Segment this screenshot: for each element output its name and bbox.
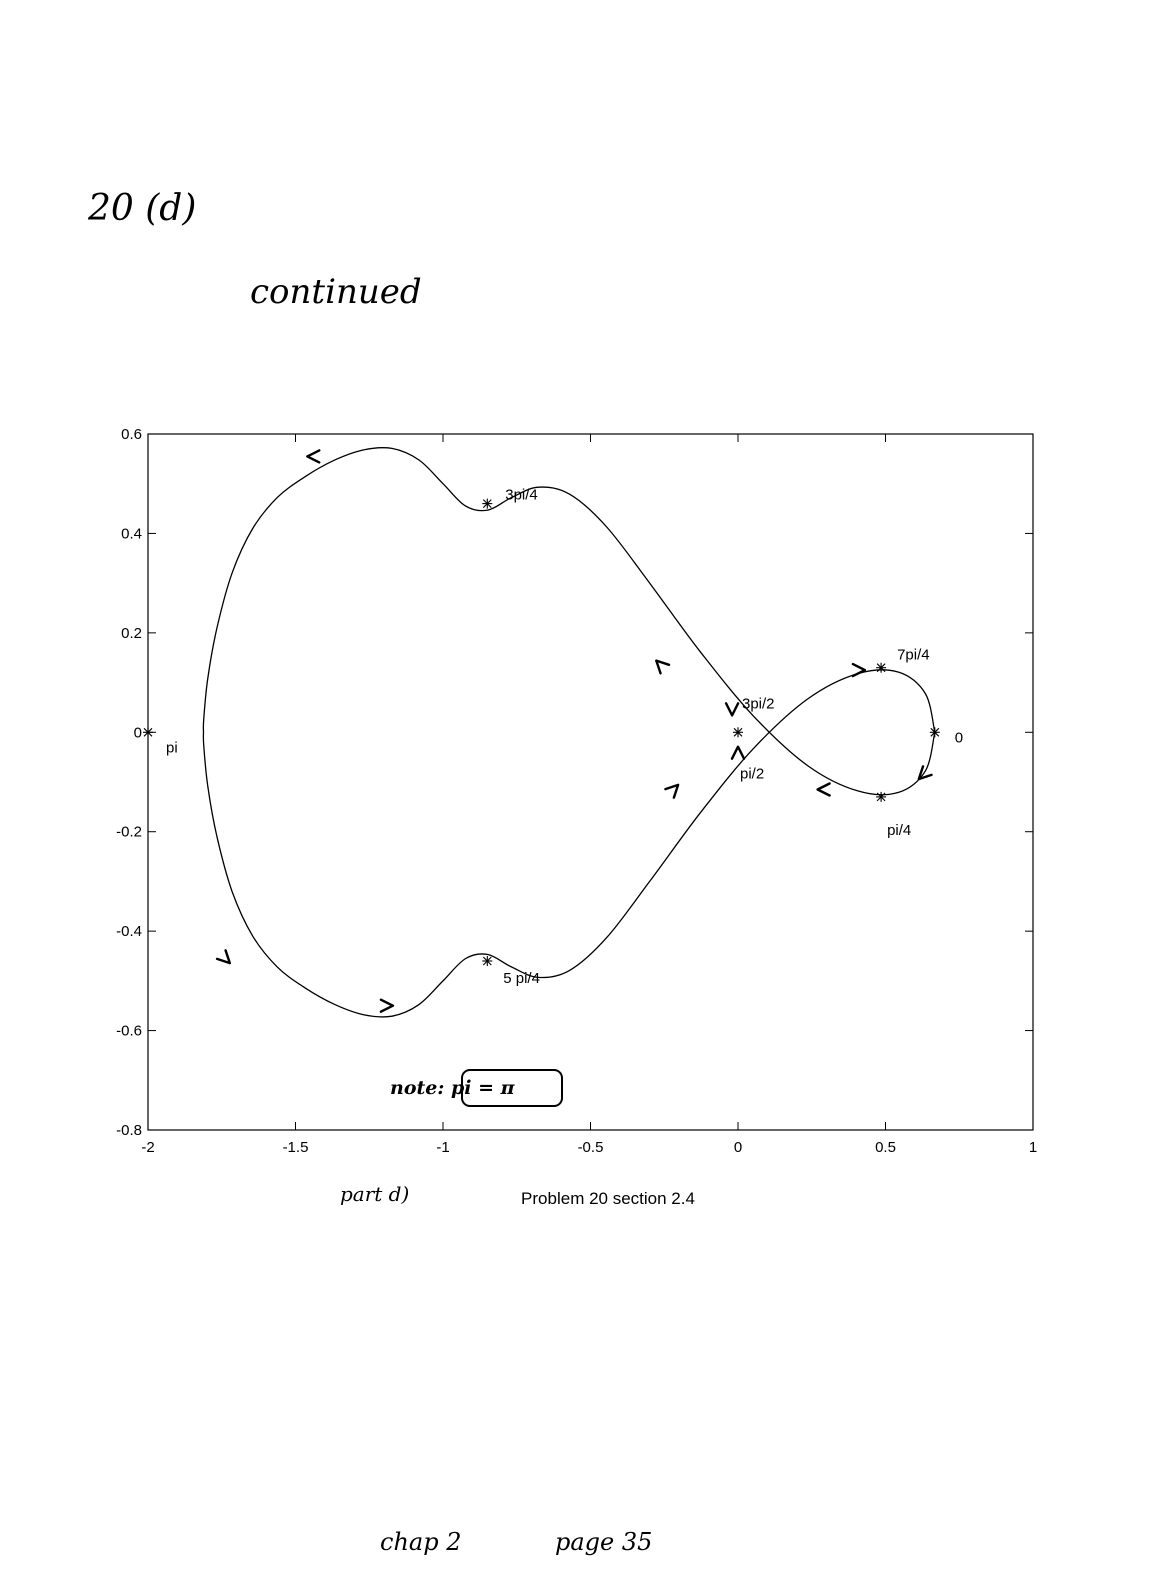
y-tick-label: 0: [133, 724, 142, 742]
direction-arrow: [381, 1000, 393, 1012]
marker-label: pi/4: [887, 821, 912, 839]
direction-arrow: [652, 656, 669, 673]
x-tick-label: 0: [733, 1139, 743, 1156]
direction-arrow: [818, 784, 830, 796]
marker-label: 5 pi/4: [503, 969, 540, 987]
marker-label: 3pi/2: [742, 695, 775, 713]
y-tick-label: -0.2: [116, 823, 142, 841]
y-tick-label: 0.4: [121, 525, 142, 543]
y-tick-label: -0.4: [116, 923, 142, 941]
plot-axes: [148, 434, 1033, 1130]
note-annotation: [390, 1070, 562, 1106]
star-marker: [876, 663, 886, 673]
star-marker: [143, 727, 153, 737]
x-tick-label: -1: [436, 1139, 450, 1156]
x-tick-label: -1.5: [282, 1139, 309, 1156]
y-tick-label: -0.8: [116, 1122, 142, 1139]
x-tick-label: -2: [141, 1139, 155, 1156]
y-tick-label: 0.2: [121, 624, 142, 642]
direction-arrows: [217, 450, 931, 1011]
star-marker: [733, 727, 743, 737]
handwritten-continued-label: continued: [250, 272, 422, 312]
point-markers: [143, 487, 963, 987]
x-tick-label: -0.5: [577, 1139, 604, 1156]
x-tick-label: 0.5: [875, 1139, 896, 1156]
x-tick-label: 1: [1028, 1139, 1038, 1156]
star-marker: [876, 792, 886, 802]
footer-chapter: chap 2: [380, 1528, 462, 1556]
marker-label: 0: [954, 729, 964, 747]
x-axis-label: Problem 20 section 2.4: [521, 1189, 695, 1208]
direction-arrow: [732, 747, 744, 759]
footer-page-number: page 35: [555, 1528, 653, 1556]
direction-arrow: [726, 703, 738, 715]
star-marker: [482, 499, 492, 509]
handwritten-part-label: part d): [340, 1182, 410, 1206]
star-marker: [482, 956, 492, 966]
marker-label: 3pi/4: [505, 486, 538, 504]
curve-series: [203, 448, 934, 1017]
direction-arrow: [307, 450, 319, 462]
marker-label: pi/2: [740, 765, 765, 783]
marker-label: 7pi/4: [897, 646, 930, 664]
direction-arrow: [665, 781, 682, 798]
y-tick-label: -0.6: [116, 1022, 142, 1040]
note-text: note: pi = π: [390, 1077, 515, 1099]
curve-line: [203, 448, 934, 1017]
direction-arrow: [853, 664, 865, 676]
handwritten-problem-number: 20 (d): [88, 188, 197, 229]
direction-arrow: [217, 950, 234, 967]
axis-ticks: [116, 426, 1037, 1156]
star-marker: [930, 727, 940, 737]
plot-frame: [148, 434, 1033, 1130]
y-tick-label: 0.6: [121, 426, 142, 443]
marker-label: pi: [166, 739, 178, 757]
